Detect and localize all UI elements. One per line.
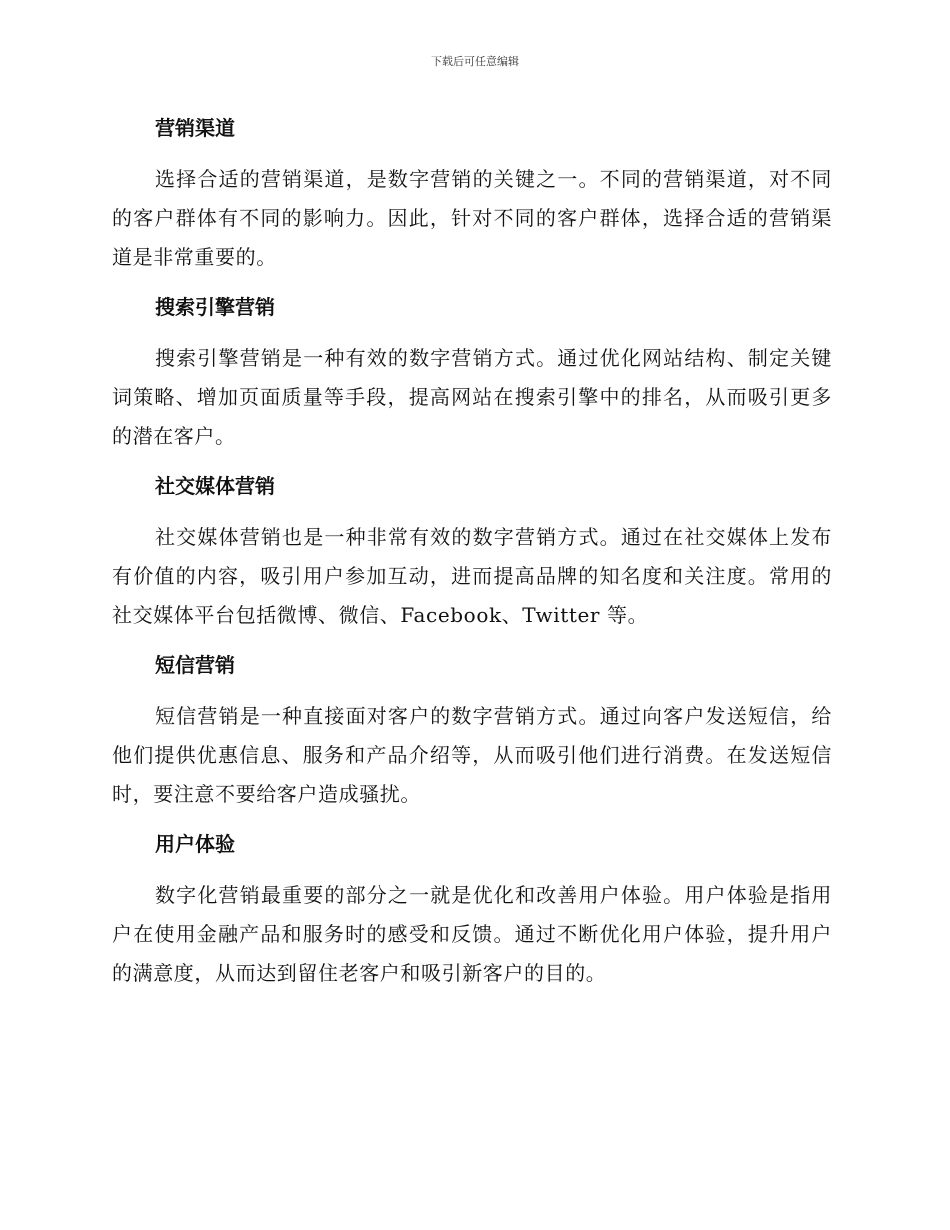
section-heading: 营销渠道 <box>155 116 235 140</box>
section-sms-marketing <box>112 647 832 814</box>
section-paragraph: 短信营销是一种直接面对客户的数字营销方式。通过向客户发送短信，给他们提供优惠信息、服务和产品介绍等，从而吸引他们进行消费。在发送短信时，要注意不要给客户造成骚扰。 <box>112 704 832 806</box>
section-search-engine-marketing <box>112 289 832 456</box>
page-header-note: 下载后可任意编辑 <box>431 55 519 68</box>
section-paragraph: 数字化营销最重要的部分之一就是优化和改善用户体验。用户体验是指用户在使用金融产品和服务时的感受和反馈。通过不断优化用户体验，提升用户的满意度，从而达到留住老客户和吸引新客户的目的。 <box>112 883 832 985</box>
section-heading: 搜索引擎营销 <box>155 295 275 319</box>
section-heading: 短信营销 <box>155 653 235 677</box>
section-marketing-channels <box>112 110 832 277</box>
document-content <box>112 110 832 1005</box>
section-heading: 用户体验 <box>155 832 235 856</box>
section-social-media-marketing <box>112 468 832 635</box>
section-paragraph: 搜索引擎营销是一种有效的数字营销方式。通过优化网站结构、制定关键词策略、增加页面质量等手段，提高网站在搜索引擎中的排名，从而吸引更多的潜在客户。 <box>112 346 832 448</box>
section-paragraph: 社交媒体营销也是一种非常有效的数字营销方式。通过在社交媒体上发布有价值的内容，吸引用户参加互动，进而提高品牌的知名度和关注度。常用的社交媒体平台包括微博、微信、Facebook、Twitter 等。 <box>112 525 832 627</box>
section-user-experience <box>112 826 832 993</box>
section-heading: 社交媒体营销 <box>155 474 275 498</box>
section-paragraph: 选择合适的营销渠道，是数字营销的关键之一。不同的营销渠道，对不同的客户群体有不同的影响力。因此，针对不同的客户群体，选择合适的营销渠道是非常重要的。 <box>112 167 832 269</box>
